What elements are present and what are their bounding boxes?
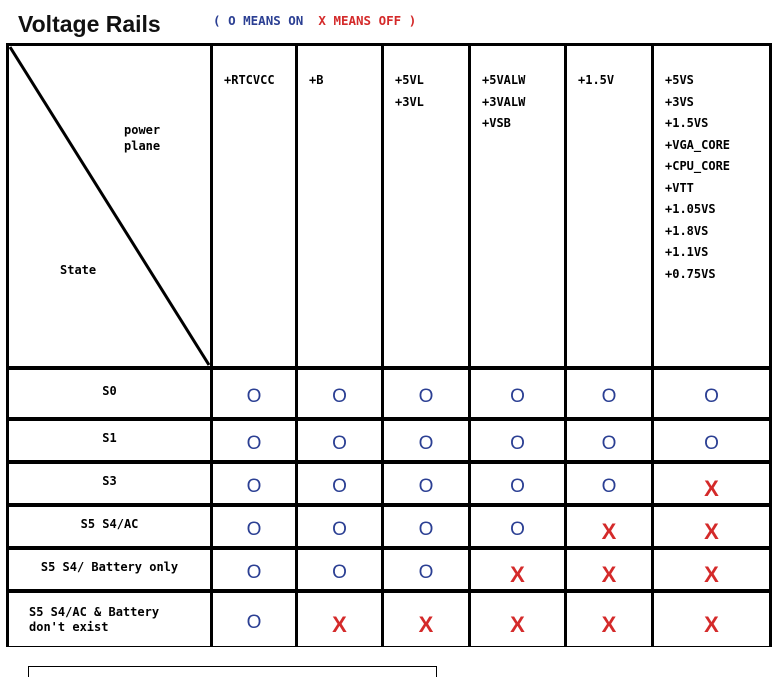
- corner-header-cell: [9, 46, 210, 366]
- on-mark: O: [418, 385, 434, 407]
- state-label: [9, 517, 210, 532]
- column-header-label: [665, 70, 730, 285]
- state-line: S1: [102, 431, 117, 445]
- on-mark: O: [601, 385, 617, 407]
- on-mark: O: [704, 432, 719, 454]
- status-cell: [213, 421, 295, 460]
- on-mark: O: [332, 475, 347, 497]
- column-header-cell: [567, 46, 651, 366]
- status-cell: [384, 370, 468, 417]
- rail-name: +5VL: [395, 73, 424, 87]
- column-header-label: [482, 70, 525, 135]
- state-label: [9, 560, 210, 575]
- on-mark: O: [418, 561, 434, 583]
- status-cell: [213, 593, 295, 646]
- state-line: S5 S4/ Battery only: [40, 560, 179, 574]
- status-cell: [471, 593, 564, 646]
- status-cell: [213, 370, 295, 417]
- status-cell: [213, 550, 295, 589]
- rail-name: +B: [309, 73, 324, 87]
- rail-name: +3VALW: [482, 94, 526, 109]
- off-mark: X: [704, 475, 719, 501]
- column-header-label: [395, 70, 424, 113]
- state-cell: [9, 464, 210, 503]
- status-cell: [298, 464, 381, 503]
- rail-name: +RTCVCC: [224, 73, 275, 87]
- status-cell: [654, 370, 769, 417]
- status-cell: [471, 421, 564, 460]
- state-cell: [9, 507, 210, 546]
- status-cell: [471, 370, 564, 417]
- status-cell: [298, 593, 381, 646]
- status-cell: [654, 464, 769, 503]
- on-mark: O: [510, 518, 525, 540]
- status-cell: [471, 507, 564, 546]
- status-cell: [384, 464, 468, 503]
- status-cell: [654, 593, 769, 646]
- column-header-label: [224, 70, 275, 92]
- status-cell: [298, 550, 381, 589]
- status-cell: [567, 550, 651, 589]
- rail-name: +1.5V: [578, 73, 615, 87]
- on-mark: O: [418, 518, 434, 540]
- status-cell: [471, 464, 564, 503]
- state-cell: [9, 370, 210, 417]
- status-cell: [471, 550, 564, 589]
- state-label: [29, 605, 159, 635]
- state-cell: [9, 421, 210, 460]
- state-header-label: State: [60, 263, 97, 277]
- rail-name: +5VS: [665, 73, 694, 87]
- diagonal-line: [10, 47, 209, 365]
- legend-open-paren: (: [213, 13, 221, 28]
- on-mark: O: [246, 475, 262, 497]
- state-label: [9, 384, 210, 399]
- legend-close-paren: ): [408, 13, 417, 28]
- status-cell: [384, 421, 468, 460]
- column-header-label: [309, 70, 323, 92]
- voltage-rails-table: [6, 43, 772, 647]
- state-line: S5 S4/AC & Battery: [29, 604, 160, 619]
- on-mark: O: [510, 432, 525, 454]
- column-header-cell: [298, 46, 381, 366]
- status-cell: [384, 593, 468, 646]
- status-cell: [567, 370, 651, 417]
- column-header-cell: [213, 46, 295, 366]
- rail-name: +1.05VS: [665, 202, 716, 216]
- on-mark: O: [418, 475, 434, 497]
- off-mark: X: [704, 518, 719, 544]
- status-cell: [213, 464, 295, 503]
- rail-name: +1.1VS: [665, 245, 709, 259]
- rail-name: +CPU_CORE: [665, 159, 731, 173]
- legend: [213, 13, 416, 28]
- on-mark: O: [246, 611, 262, 633]
- on-mark: O: [332, 518, 347, 540]
- rail-name: +VTT: [665, 180, 694, 195]
- rail-name: +1.5VS: [665, 116, 709, 130]
- state-label: [9, 474, 210, 489]
- off-mark: X: [332, 611, 347, 637]
- state-cell: [9, 550, 210, 589]
- on-mark: O: [704, 385, 719, 407]
- state-label: [9, 431, 210, 446]
- status-cell: [298, 421, 381, 460]
- status-cell: [567, 464, 651, 503]
- status-cell: [567, 593, 651, 646]
- on-mark: O: [246, 432, 262, 454]
- status-cell: [654, 507, 769, 546]
- power-plane-label: power plane: [124, 123, 161, 153]
- rail-name: +VSB: [482, 116, 511, 130]
- rail-name: +3VL: [395, 94, 424, 109]
- on-mark: O: [601, 475, 617, 497]
- status-cell: [384, 550, 468, 589]
- column-header-cell: [471, 46, 564, 366]
- state-line: don't exist: [29, 619, 109, 634]
- corner-diagonal: [9, 46, 210, 366]
- off-mark: X: [510, 561, 525, 587]
- on-mark: O: [246, 518, 262, 540]
- status-cell: [298, 370, 381, 417]
- legend-on-text: O MEANS ON: [228, 13, 304, 28]
- status-cell: [567, 421, 651, 460]
- state-line: S3: [102, 474, 117, 488]
- off-mark: X: [601, 611, 617, 637]
- rail-name: +3VS: [665, 94, 694, 109]
- state-line: S0: [102, 384, 117, 398]
- column-header-label: [578, 70, 614, 92]
- off-mark: X: [704, 611, 719, 637]
- on-mark: O: [246, 561, 262, 583]
- status-cell: [384, 507, 468, 546]
- column-header-cell: [384, 46, 468, 366]
- on-mark: O: [332, 561, 347, 583]
- on-mark: O: [601, 432, 617, 454]
- off-mark: X: [704, 561, 719, 587]
- on-mark: O: [332, 432, 347, 454]
- rail-name: +1.8VS: [665, 223, 709, 238]
- on-mark: O: [510, 475, 525, 497]
- off-mark: X: [418, 611, 434, 637]
- status-cell: [298, 507, 381, 546]
- on-mark: O: [246, 385, 262, 407]
- off-mark: X: [601, 518, 617, 544]
- rail-name: +5VALW: [482, 73, 526, 87]
- on-mark: O: [332, 385, 347, 407]
- off-mark: X: [510, 611, 525, 637]
- off-mark: X: [601, 561, 617, 587]
- status-cell: [213, 507, 295, 546]
- legend-off-text: X MEANS OFF: [318, 13, 402, 28]
- on-mark: O: [510, 385, 525, 407]
- state-cell: [9, 593, 210, 646]
- status-cell: [567, 507, 651, 546]
- page-title: Voltage Rails: [18, 11, 161, 37]
- rail-name: +VGA_CORE: [665, 137, 731, 152]
- status-cell: [654, 421, 769, 460]
- rail-name: +0.75VS: [665, 266, 716, 281]
- column-header-cell: [654, 46, 769, 366]
- on-mark: O: [418, 432, 434, 454]
- status-cell: [654, 550, 769, 589]
- state-line: S5 S4/AC: [80, 517, 139, 531]
